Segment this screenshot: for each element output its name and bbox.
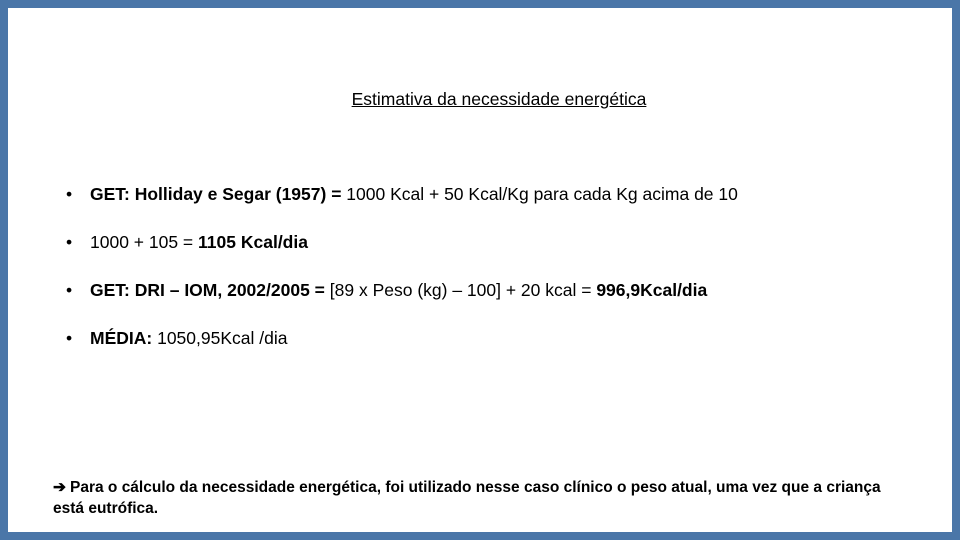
bullet-get-dri-iom (66, 280, 707, 301)
footnote-text: Para o cálculo da necessidade energética, foi utilizado nesse caso clínico o peso atual, uma vez que a criança está eutrófica. (53, 479, 881, 517)
bullet-value: [89 x Peso (kg) – 100] + 20 kcal = (324, 280, 597, 300)
bullet-dot: • (66, 328, 73, 348)
bullet-value: 1050,95Kcal /dia (152, 328, 288, 348)
bullet-result: 1105 Kcal/dia (198, 232, 308, 252)
bullet-dot: • (66, 232, 73, 252)
bullet-sum-result (66, 232, 308, 253)
bullet-value: 1000 Kcal + 50 Kcal/Kg para cada Kg acima de 10 (341, 184, 738, 204)
bullet-dot: • (66, 184, 73, 204)
arrow-right-icon: ➔ (53, 479, 66, 496)
bullet-label: MÉDIA: (90, 328, 153, 348)
bullet-result: 996,9Kcal/dia (596, 280, 708, 300)
bullet-label: GET: Holliday e Segar (1957) = (90, 184, 342, 204)
bullet-label: GET: DRI – IOM, 2002/2005 = (90, 280, 325, 300)
bullet-value: 1000 + 105 = (90, 232, 199, 252)
slide-title: Estimativa da necessidade energética (351, 89, 647, 109)
footnote (53, 477, 913, 519)
bullet-get-holliday-segar (66, 184, 738, 205)
bullet-media (66, 328, 287, 349)
bullet-dot: • (66, 280, 73, 300)
